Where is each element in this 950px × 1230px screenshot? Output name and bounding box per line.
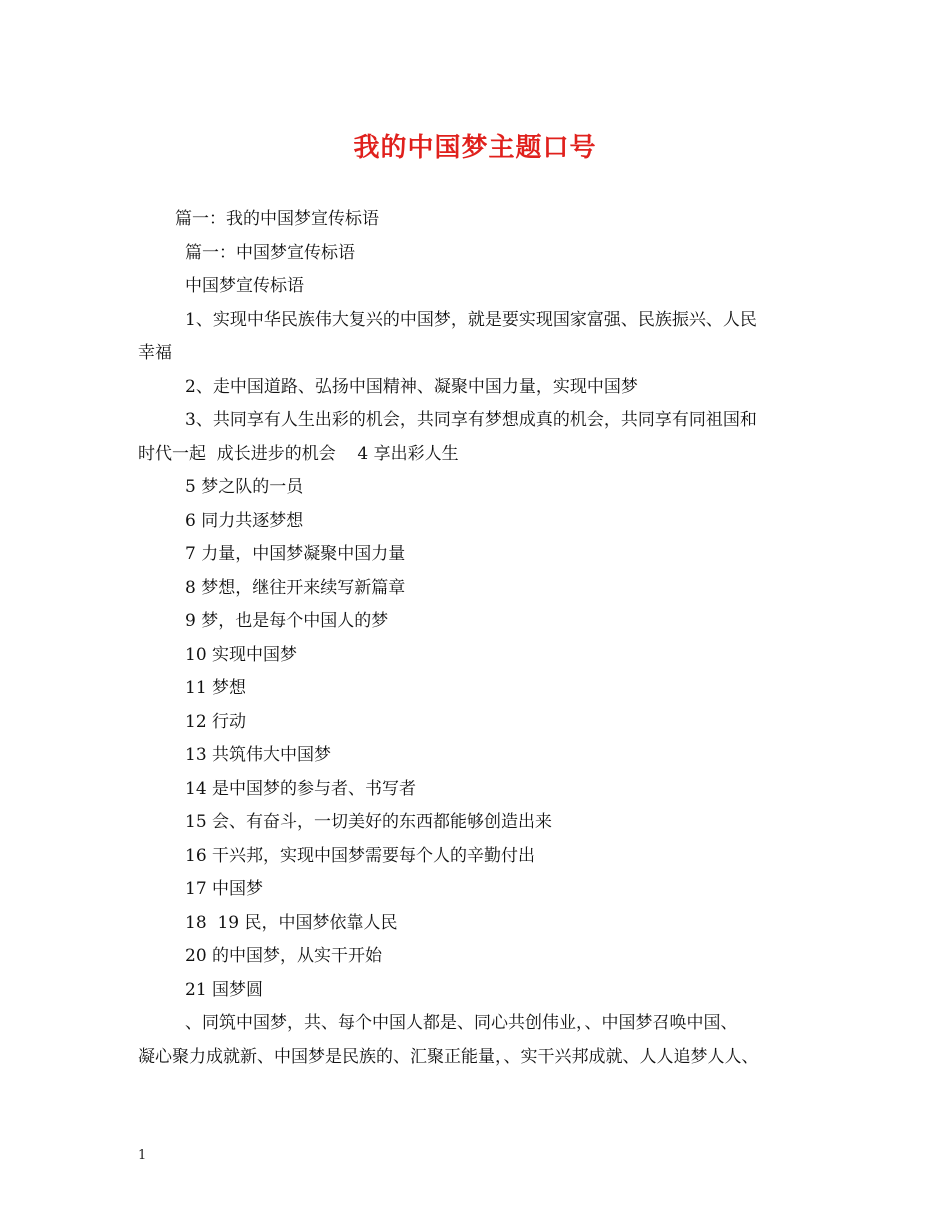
paragraph: 20 的中国梦，从实干开始 [185,946,383,966]
paragraph: 13 共筑伟大中国梦 [185,745,332,765]
document-body [138,203,818,1074]
paragraph: 1、实现中华民族伟大复兴的中国梦，就是要实现国家富强、民族振兴、人民 [185,309,757,330]
paragraph: 中国梦宣传标语 [185,276,304,296]
paragraph: 8 梦想，继往开来续写新篇章 [185,577,406,598]
paragraph: 6 同力共逐梦想 [185,510,304,531]
paragraph: 15 会、有奋斗，一切美好的东西都能够创造出来 [185,812,553,832]
paragraph: 5 梦之队的一员 [185,477,304,497]
paragraph: 14 是中国梦的参与者、书写者 [185,778,417,799]
paragraph: 21 国梦圆 [185,979,264,1000]
paragraph-continuation: 幸福 [138,343,172,363]
paragraph-continuation: 时代一起 成长进步的机会 4 享出彩人生 [138,443,459,464]
paragraph: 3、共同享有人生出彩的机会，共同享有梦想成真的机会，共同享有同祖国和 [185,410,757,430]
paragraph: 、同筑中国梦，共、每个中国人都是、同心共创伟业，、中国梦召唤中国、 [185,1013,738,1033]
paragraph: 10 实现中国梦 [185,644,298,665]
paragraph: 11 梦想 [185,678,247,698]
paragraph: 12 行动 [185,711,247,732]
paragraph: 16 干兴邦，实现中国梦需要每个人的辛勤付出 [185,845,536,866]
paragraph: 2、走中国道路、弘扬中国精神、凝聚中国力量，实现中国梦 [185,376,638,397]
paragraph-continuation: 凝心聚力成就新、中国梦是民族的、汇聚正能量，、实干兴邦成就、人人追梦人人、 [138,1046,759,1067]
paragraph: 17 中国梦 [185,879,264,899]
paragraph: 18 19 民，中国梦依靠人民 [185,912,398,933]
paragraph: 7 力量，中国梦凝聚中国力量 [185,544,406,564]
paragraph: 篇一：我的中国梦宣传标语 [175,209,379,229]
page-number: 1 [138,1148,147,1163]
document-title: 我的中国梦主题口号 [353,133,597,163]
paragraph: 9 梦，也是每个中国人的梦 [185,611,389,631]
paragraph: 篇一：中国梦宣传标语 [185,242,355,263]
